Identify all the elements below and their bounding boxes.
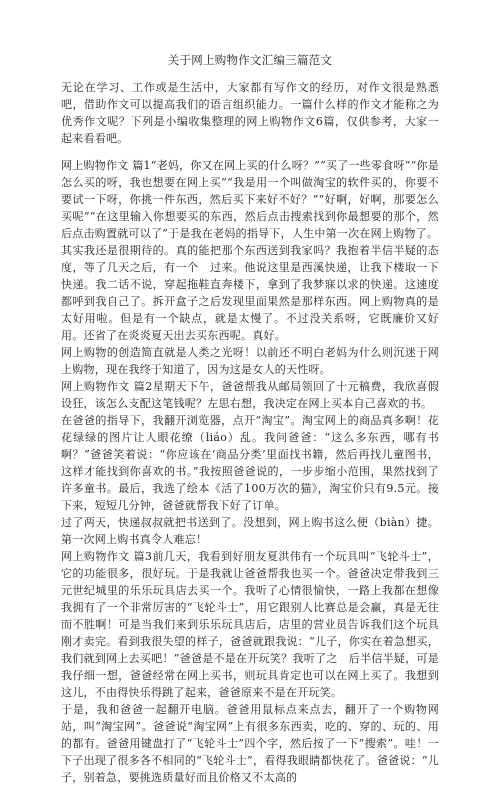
body-paragraph: 网上购物作文 篇2星期天下午，爸爸帮我从邮局领回了十元稿费，我欣喜假设狂，该怎么支配这笔钱呢？左思右想，我决定在网上买本自己喜欢的书。: [61, 380, 439, 410]
intro-paragraph: 无论在学习、工作或是生活中，大家都有写作文的经历，对作文很是熟悉吧，借助作文可以提高我们的语言组织能力。一篇什么样的作文才能称之为优秀作文呢？下列是小编收集整理的网上购物作文6篇，仅供参考，大家一起来看看吧。: [61, 81, 439, 145]
body-paragraph: 网上购物作文 篇3前几天，我看到好朋友夏洪伟有一个玩具叫“飞轮斗士”，它的功能很多，很好玩。于是我就让爸爸帮我也买一个。爸爸决定带我到三元世纪城里的乐乐玩具店去买一个。我听了心情很愉快，一路上我都在想像我拥有了一个非常厉害的“飞轮斗士”，用它跟别人比赛总是会赢，真是无往而不胜啊！可是当我们来到乐乐玩具店后，店里的营业员告诉我们这个玩具刚才卖完。看到我很失望的样子，爸爸就跟我说：“儿子，你实在着急想买，我们就到网上去买吧！”爸爸是不是在开玩笑？我听了之 后半信半疑，可是我仔细一想，爸爸经常在网上买书，则玩具肯定也可以在网上买了。我想到这儿，不由得快乐得跳了起来，爸爸原来不是在开玩笑。: [61, 550, 439, 699]
body-paragraph: 在爸爸的指导下，我翻开浏览器，点开“淘宝”。淘宝网上的商品真多啊！花花绿绿的图片让人眼花缭（liáo）乱。我问爸爸：“这么多东西，哪有书啊？”爸爸笑着说：“你应该在‘商品分类’里面找书籍，然后再找儿童图书，这样才能找到你喜欢的书。”我按照爸爸说的，一步步缩小范围，果然找到了许多童书。最后，我选了绘本《活了100万次的猫》，淘宝价只有9.5元。接下来，短短几分钟，爸爸就帮我下好了订单。: [61, 414, 439, 512]
body-paragraph: 其实我还是很期待的。真的能把那个东西送到我家吗？我抱着半信半疑的态度，等了几天之后，有一个 过来。他说这里是西溪快递，让我下楼取一下快递。我二话不说，穿起拖鞋直奔楼下，拿到了我梦寐以求的快递。这速度都呼到我自己了。拆开盒子之后发现里面果然是那样东西。网上购物真的是太好用啦。但是有一个缺点，就是太慢了。不过没关系呀，它既廉价又好用。还省了在炎炎夏天出去买东西呢。真好。: [61, 244, 439, 342]
body-paragraph: 网上购物的创造简直就是人类之光呀！以前还不明白老妈为什么则沉迷于网上购物，现在我终于知道了，因为这是女人的天性呀。: [61, 346, 439, 376]
document-title: 关于网上购物作文汇编三篇范文: [167, 53, 333, 67]
body-paragraph: 于是，我和爸爸一起翻开电脑。爸爸用鼠标点来点去，翻开了一个购物网站，叫“淘宝网”。爸爸说“淘宝网”上有很多东西卖，吃的、穿的、玩的、用的都有。爸爸用键盘打了“飞轮斗士”四个字，然后按了一下“搜索”。哇！一下子出现了很多各不相同的“飞轮斗士”，看得我眼睛都快花了。爸爸说：“儿子，别着急，要挑选质量好而且价格又不太高的: [61, 703, 439, 784]
body-paragraph: 网上购物作文 篇1“老妈，你又在网上买的什么呀？”“买了一些零食呀”“你是怎么买的呀，我也想要在网上买”“我是用一个叫做淘宝的软件买的，你要不要试一下呀，你挑一件东西，然后买下来好不好？”“好啊，好啊，那要怎么买呢”“在这里输入你想要买的东西，然后点击搜索找到你最想要的那个，然后点击购置就可以了”于是我在老妈的指导下，人生中第一次在网上购物了。: [61, 159, 439, 240]
body-paragraph: 过了两天，快递叔叔就把书送到了。没想到，网上购书这么便（biàn）捷。第一次网上购书真令人难忘！: [61, 516, 439, 546]
